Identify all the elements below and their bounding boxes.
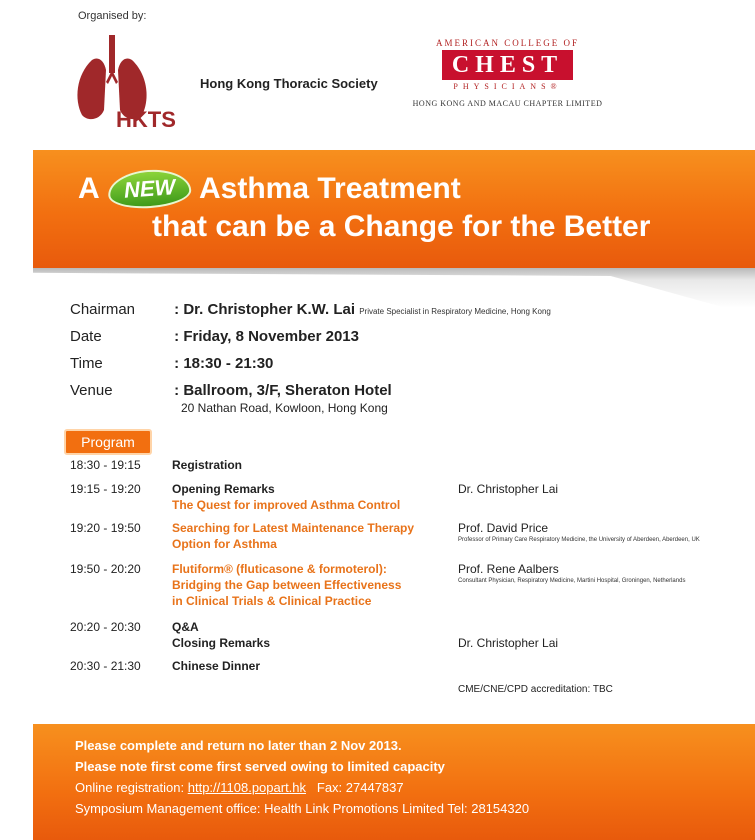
program-title bbox=[172, 481, 400, 513]
venue-value: : Ballroom, 3/F, Sheraton Hotel bbox=[174, 382, 392, 399]
accp-logo bbox=[400, 38, 615, 108]
program-speaker: Dr. Christopher Lai bbox=[458, 636, 559, 650]
title-line1 bbox=[78, 170, 461, 208]
chairman-affiliation: Private Specialist in Respiratory Medicine, Hong Kong bbox=[359, 307, 551, 316]
online-registration-label: Online registration: bbox=[75, 780, 188, 795]
chairman-row bbox=[70, 301, 551, 318]
program-title bbox=[172, 520, 414, 552]
program-subtitle: The Quest for improved Asthma Control bbox=[172, 498, 401, 512]
program-title-main: Opening Remarks bbox=[172, 482, 275, 496]
program-title-line: Flutiform® (fluticasone & formoterol): bbox=[172, 562, 387, 576]
program-speaker-affiliation: Professor of Primary Care Respiratory Medicine, the University of Aberdeen, Aberdeen, UK bbox=[458, 537, 700, 543]
chairman-label: Chairman bbox=[70, 301, 136, 318]
program-title-line: Searching for Latest Maintenance Therapy bbox=[172, 521, 415, 535]
program-speaker-affiliation: Consultant Physician, Respiratory Medicine, Martini Hospital, Groningen, Netherlands bbox=[458, 578, 686, 584]
online-registration-link[interactable]: http://1108.popart.hk bbox=[187, 780, 307, 795]
accp-line2: PHYSICIANS® bbox=[453, 82, 562, 91]
program-speaker: Dr. Christopher Lai bbox=[458, 482, 559, 496]
venue-address: 20 Nathan Road, Kowloon, Hong Kong bbox=[181, 401, 388, 415]
program-time: 20:20 - 20:30 bbox=[70, 620, 141, 634]
program-title bbox=[172, 619, 270, 651]
program-time: 19:20 - 19:50 bbox=[70, 521, 141, 535]
footer-registration-row bbox=[75, 780, 404, 795]
footer-capacity: Please note first come first served owing to limited capacity bbox=[75, 759, 445, 774]
date-label: Date bbox=[70, 328, 102, 345]
footer-deadline: Please complete and return no later than 2 Nov 2013. bbox=[75, 738, 402, 753]
program-time: 19:50 - 20:20 bbox=[70, 562, 141, 576]
program-title-line: Q&A bbox=[172, 620, 199, 634]
program-title-line: Closing Remarks bbox=[172, 636, 271, 650]
accp-chapter: HONG KONG AND MACAU CHAPTER LIMITED bbox=[412, 99, 603, 108]
fax-number: Fax: 27447837 bbox=[316, 780, 404, 795]
accreditation-note: CME/CNE/CPD accreditation: TBC bbox=[458, 684, 613, 695]
program-title: Registration bbox=[172, 458, 243, 472]
program-tag: Program bbox=[64, 429, 152, 455]
hkts-name: Hong Kong Thoracic Society bbox=[200, 76, 378, 91]
hkts-abbr: HKTS bbox=[116, 107, 176, 130]
program-title bbox=[172, 561, 401, 609]
date-value: : Friday, 8 November 2013 bbox=[174, 328, 359, 345]
venue-row bbox=[70, 382, 392, 399]
title-main: Asthma Treatment bbox=[199, 172, 461, 205]
time-label: Time bbox=[70, 355, 103, 372]
title-a: A bbox=[78, 172, 100, 205]
accp-line1: AMERICAN COLLEGE OF bbox=[436, 38, 579, 48]
date-row bbox=[70, 328, 359, 345]
organised-by-label: Organised by: bbox=[78, 10, 147, 22]
title-line2: that can be a Change for the Better bbox=[152, 210, 651, 243]
program-speaker: Prof. David Price bbox=[458, 521, 549, 535]
program-speaker-block bbox=[458, 561, 685, 586]
program-title-line: Option for Asthma bbox=[172, 537, 277, 551]
footer-management-office: Symposium Management office: Health Link Promotions Limited Tel: 28154320 bbox=[75, 801, 530, 816]
new-badge: NEW bbox=[106, 167, 192, 211]
title-banner bbox=[33, 150, 755, 268]
program-time: 18:30 - 19:15 bbox=[70, 458, 141, 472]
time-row bbox=[70, 355, 273, 372]
chairman-value: : Dr. Christopher K.W. Lai bbox=[174, 301, 356, 318]
venue-label: Venue bbox=[70, 382, 113, 399]
program-speaker: Prof. Rene Aalbers bbox=[458, 562, 559, 576]
program-title: Chinese Dinner bbox=[172, 659, 261, 673]
accp-chest-word: CHEST bbox=[442, 50, 573, 80]
hkts-lungs-logo bbox=[70, 30, 200, 130]
program-title-line: in Clinical Trials & Clinical Practice bbox=[172, 594, 372, 608]
program-time: 20:30 - 21:30 bbox=[70, 659, 141, 673]
program-time: 19:15 - 19:20 bbox=[70, 482, 141, 496]
program-speaker-block bbox=[458, 520, 700, 545]
program-title-line: Bridging the Gap between Effectiveness bbox=[172, 578, 402, 592]
time-value: : 18:30 - 21:30 bbox=[174, 355, 274, 372]
